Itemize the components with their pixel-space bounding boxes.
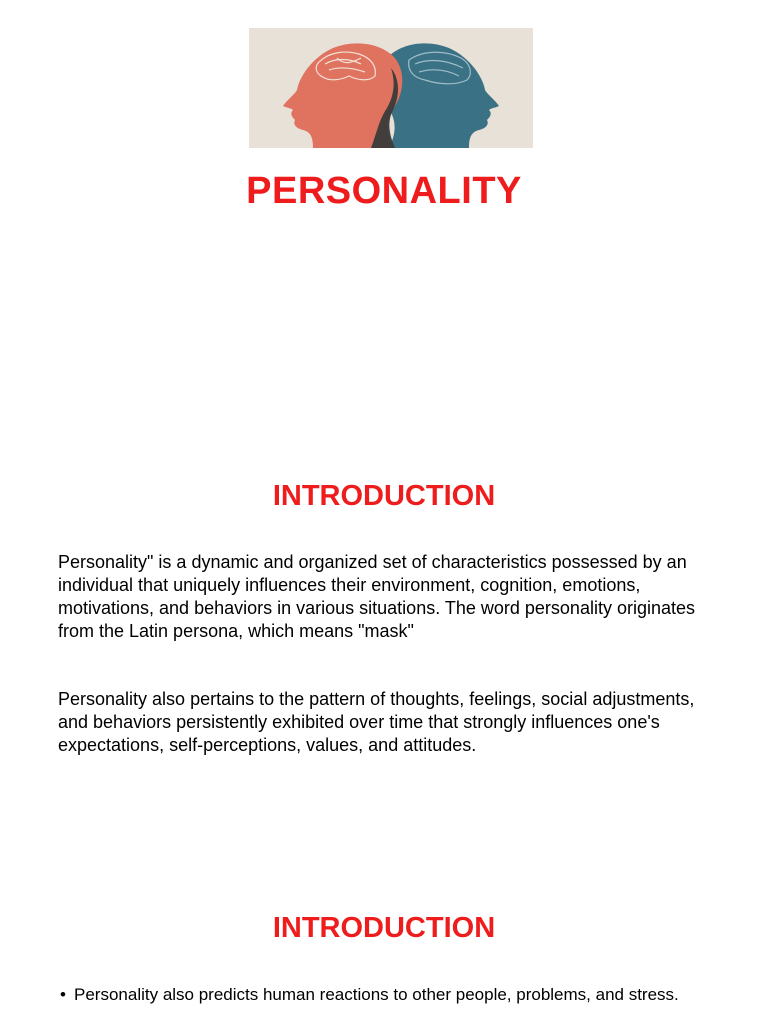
intro-paragraph-2: Personality also pertains to the pattern of thoughts, feelings, social adjustments, and behaviors persistently exhibited over time that strongly influences one's expectations, self-perceptions, values, and attitudes. [58,689,695,755]
intro-paragraph-1: Personality" is a dynamic and organized set of characteristics possessed by an individual that uniquely influences their environment, cognition, emotions, motivations, and behaviors in various situations. The word personality originates from the Latin persona, which means "mask" [58,552,696,641]
introduction-heading: INTRODUCTION [272,480,496,512]
bullet-text: Personality also predicts human reactions to other people, problems, and stress. [74,985,679,1004]
two-heads-brain-icon [249,28,533,148]
personality-hero-image [249,28,533,148]
bullet-item [60,984,714,1005]
main-title: PERSONALITY [246,170,522,212]
introduction-heading-2: INTRODUCTION [272,912,496,944]
bullet-marker: • [60,985,66,1004]
